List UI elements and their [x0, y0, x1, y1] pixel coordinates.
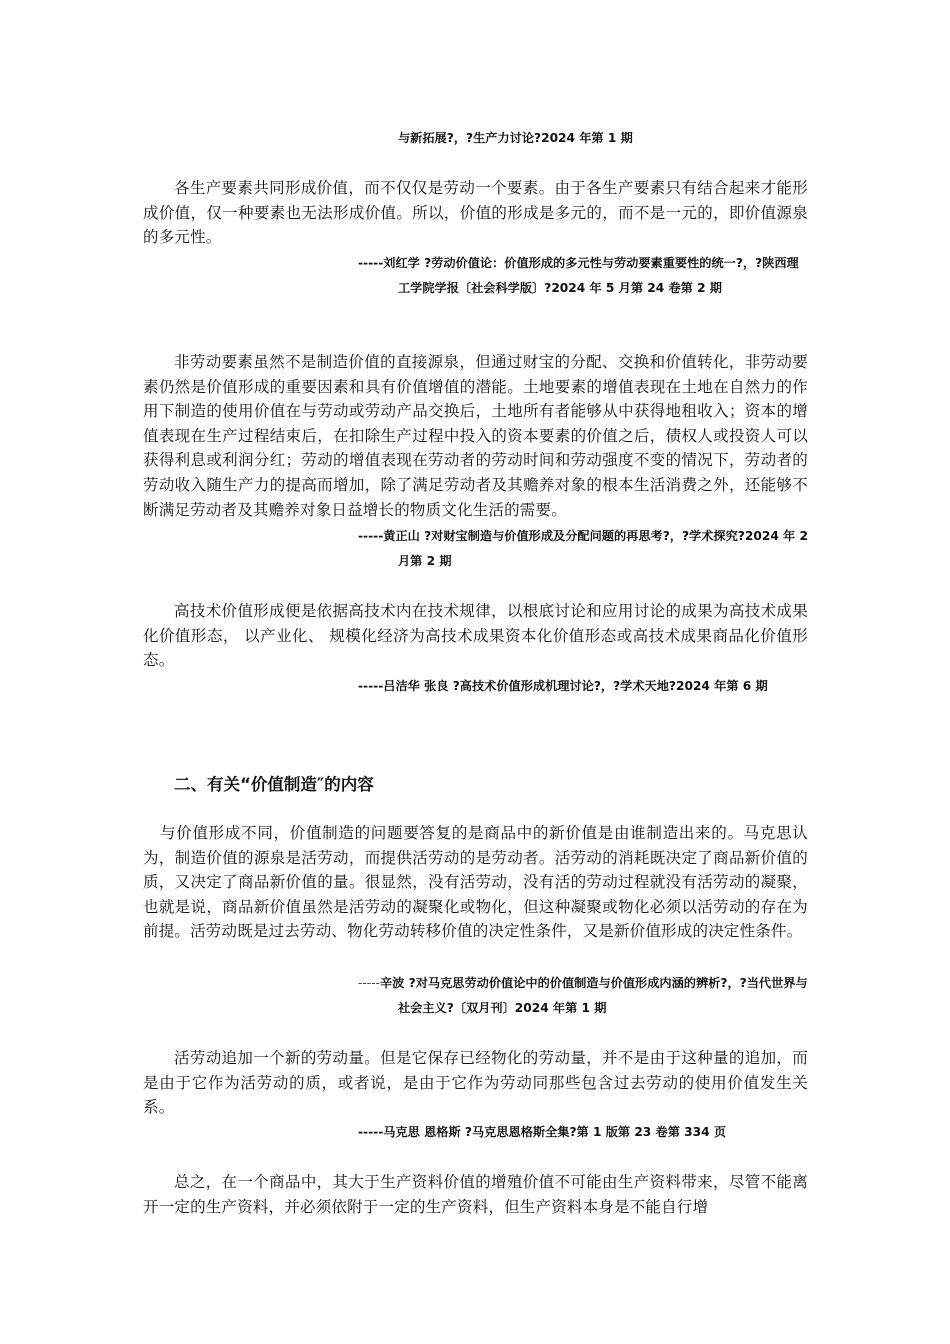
citation-3: -----吕洁华 张良 ?高技术价值形成机理讨论?，?学术天地?2024 年第 6 期 — [358, 679, 768, 693]
paragraph-5: 活劳动追加一个新的劳动量。但是它保存已经物化的劳动量，并不是由于这种量的追加，而是由于它作为活劳动的质，或者说，是由于它作为劳动同那些包含过去劳动的使用价值发生关系。 — [143, 1049, 808, 1117]
citation-4-dash: ----- — [358, 976, 380, 990]
citation-4 — [358, 971, 810, 1021]
paragraph-3: 高技术价值形成便是依据高技术内在技术规律，以根底讨论和应用讨论的成果为高技术成果化价值形态， 以产业化、 规模化经济为高技术成果资本化价值形态或高技术成果商品化价值形态。 — [143, 602, 808, 670]
paragraph-1: 各生产要素共同形成价值，而不仅仅是劳动一个要素。由于各生产要素只有结合起来才能形成价值，仅一种要素也无法形成价值。所以，价值的形成是多元的，而不是一元的，即价值源泉的多元性。 — [143, 179, 808, 247]
citation-4-text: 辛波 ?对马克思劳动价值论中的价值制造与价值形成内涵的辨析?，?当代世界与社会主义?〔双月刊〕2024 年第 1 期 — [380, 976, 808, 1015]
citation-1: -----刘红学 ?劳动价值论：价值形成的多元性与劳动要素重要性的统一?，?陕西理工学院学报〔社会科学版〕?2024 年 5 月第 24 卷第 2 期 — [358, 256, 799, 295]
paragraph-2: 非劳动要素虽然不是制造价值的直接源泉，但通过财宝的分配、交换和价值转化，非劳动要素仍然是价值形成的重要因素和具有价值增值的潜能。土地要素的增值表现在土地在自然力的作用下制造的使用价值在与劳动或劳动产品交换后，土地所有者能够从中获得地租收入；资本的增值表现在生产过程结束后，在扣除生产过程中投入的资本要素的价值之后，债权人或投资人可以获得利息或利润分红；劳动的增值表现在劳动者的劳动时间和劳动强度不变的情况下，劳动者的劳动收入随生产力的提高而增加，除了满足劳动者及其赡养对象的根本生活消费之外，还能够不断满足劳动者及其赡养对象日益增长的物质文化生活的需要。 — [143, 353, 808, 519]
citation-top: 与新拓展?，?生产力讨论?2024 年第 1 期 — [398, 131, 633, 145]
paragraph-4: 与价值形成不同，价值制造的问题要答复的是商品中的新价值是由谁制造出来的。马克思认为，制造价值的源泉是活劳动，而提供活劳动的是劳动者。活劳动的消耗既决定了商品新价值的质，又决定了商品新价值的量。很显然，没有活劳动，没有活的劳动过程就没有活劳动的凝聚，也就是说，商品新价值虽然是活劳动的凝聚化或物化，但这种凝聚或物化必须以活劳动的存在为前提。活劳动既是过去劳动、物化劳动转移价值的决定性条件，又是新价值形成的决定性条件。 — [143, 824, 808, 941]
section-heading: 二、有关“价值制造″的内容 — [174, 775, 374, 794]
citation-5: -----马克思 恩格斯 ?马克思恩格斯全集?第 1 版第 23 卷第 334 页 — [358, 1125, 727, 1139]
citation-2: -----黄正山 ?对财宝制造与价值形成及分配问题的再思考?，?学术探究?2024 年 2 月第 2 期 — [358, 529, 808, 568]
paragraph-6: 总之，在一个商品中，其大于生产资料价值的增殖价值不可能由生产资料带来，尽管不能离开一定的生产资料，并必须依附于一定的生产资料，但生产资料本身是不能自行增 — [143, 1173, 808, 1216]
